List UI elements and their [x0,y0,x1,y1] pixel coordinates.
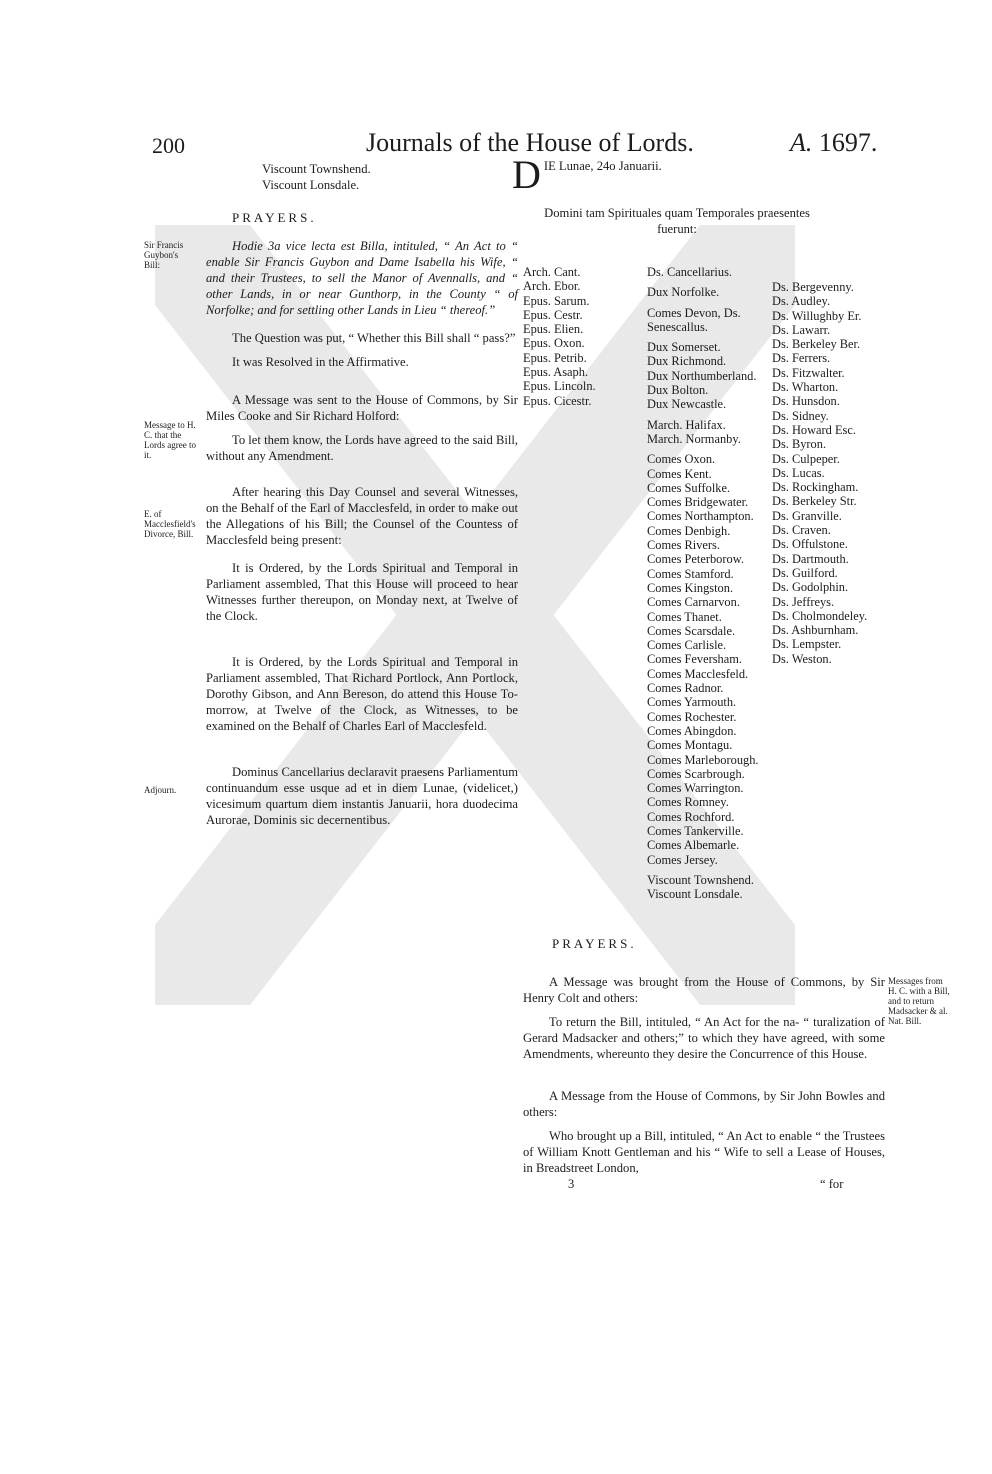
temporal-lord: Comes Oxon. [647,452,716,467]
resolved-text: It was Resolved in the Affirmative. [232,355,409,369]
baron: Ds. Wharton. [772,380,839,395]
baron: Ds. Berkeley Ber. [772,337,861,352]
temporal-lord: Ds. Cancellarius. [647,265,732,279]
baron: Ds. Godolphin. [772,580,849,595]
baron: Ds. Culpeper. [772,451,840,466]
temporal-lord: Comes Feversham. [647,652,742,667]
message-from-text: A Message from the House of Commons, by Sir John Bowles and others: [523,1089,885,1119]
spiritual-lord: Epus. Oxon. [523,336,585,351]
baron: Ds. Lawarr. [772,322,831,337]
spiritual-lord: Epus. Petrib. [523,350,587,365]
temporal-lord: Comes Rochester. [647,709,737,724]
page-number: 200 [152,133,185,158]
temporal-lord: Dux Bolton. [647,383,709,398]
temporal-lord: Dux Richmond. [647,354,727,369]
ordered-text-2: It is Ordered, by the Lords Spiritual and Temporal in Parliament assembled, That Richard Portlock, Ann Portlock, Dorothy Gibson, and Ann Bereson, do attend this House To-morrow, at Twelve of the Clock, as Witnesses, to be examined on the Behalf of Charles Earl of Macclesfeld. [206,655,518,733]
present-line-2: fuerunt: [657,222,697,236]
spiritual-lord: Epus. Sarum. [523,293,590,308]
to-return-text: To return the Bill, intituled, “ An Act for the na- “ turalization of Gerard Madsacker and others;” to which they have agreed, with some Amendments, whereunto they desire the Concurrence of this House. [523,1015,885,1061]
spiritual-lords-list [523,265,633,408]
temporal-lord: Comes Macclesfeld. [647,666,749,681]
baron: Ds. Guilford. [772,565,838,580]
temporal-lord: Comes Kingston. [647,580,734,595]
margin-note-message: Message to H. C. that the Lords agree to it. [144,420,196,460]
baron: Ds. Granville. [772,508,842,523]
baron: Ds. Rockingham. [772,480,859,495]
spiritual-lord: Epus. Elien. [523,322,584,337]
baron: Ds. Ashburnham. [772,623,859,638]
temporal-lord: Comes Northampton. [647,509,754,524]
temporal-lord: March. Halifax. [647,417,726,432]
temporal-lord: Comes Scarbrough. [647,766,745,781]
spiritual-lord: Arch. Ebor. [523,279,581,294]
temporal-lord: Viscount Townshend. [647,872,754,887]
question-text: The Question was put, “ Whether this Bill shall “ pass?” [232,331,516,345]
prayers-heading-left: PRAYERS. [232,210,317,225]
temporal-lord: Comes Rochford. [647,809,735,824]
baron: Ds. Byron. [772,437,827,452]
top-name-1: Viscount Townshend. [262,162,371,176]
message-sent-text: A Message was sent to the House of Commons, by Sir Miles Cooke and Sir Richard Holford: [206,393,518,423]
temporal-lord: Comes Carnarvon. [647,595,740,610]
bill-text: Hodie 3a vice lecta est Billa, intituled, “ An Act to “ enable Sir Francis Guybon and Dame Isabella his Wife, “ and their Trustees, to sell the Manor of Avennalls, and “ other Lands, in or near Gunthorp, in the County “ of Norfolke; and for settling other Lands in Lieu “ thereof.” [206,239,518,317]
spiritual-lord: Arch. Cant. [523,265,581,279]
prayers-heading-right: PRAYERS. [552,936,637,951]
spiritual-lord: Epus. Cestr. [523,307,583,322]
who-brought-text: Who brought up a Bill, intituled, “ An Act to enable “ the Trustees of William Knott Gentleman and his “ Wife to sell a Lease of Houses, in Breadstreet London, [523,1129,885,1175]
temporal-lord: Comes Albemarle. [647,838,740,853]
temporal-lord: Comes Scarsdale. [647,623,736,638]
baron: Ds. Audley. [772,294,831,309]
year-prefix: A. [790,128,813,157]
day-heading [512,152,842,197]
day-dropcap: D [512,152,541,197]
spiritual-lord: Epus. Cicestr. [523,393,592,408]
present-line-1: Domini tam Spirituales quam Temporales praesentes [544,206,810,220]
temporal-lord: Comes Radnor. [647,681,724,696]
margin-note-macclesfield: E. of Macclesfield's Divorce, Bill. [144,509,196,539]
let-them-know-text: To let them know, the Lords have agreed to the said Bill, without any Amendment. [206,433,518,463]
year-value: 1697. [818,128,878,157]
left-column-body [206,238,518,836]
baron: Ds. Hunsdon. [772,394,840,409]
temporal-lord: Dux Newcastle. [647,397,727,412]
baron: Ds. Craven. [772,523,831,538]
temporal-lord: Comes Tankerville. [647,823,744,838]
baron: Ds. Lucas. [772,465,825,480]
after-hearing-text: After hearing this Day Counsel and several Witnesses, on the Behalf of the Earl of Macclesfeld, in order to make out the Allegations of his Bill; the Counsel of the Countess of Macclesfeld being present: [206,485,518,547]
spiritual-lord: Epus. Lincoln. [523,379,596,394]
temporal-lord: Viscount Lonsdale. [647,887,743,902]
temporal-lords-list [647,265,765,901]
temporal-lord: Comes Warrington. [647,781,744,796]
temporal-lord: Comes Yarmouth. [647,695,737,710]
temporal-lord: Comes Thanet. [647,609,722,624]
temporal-lord: Comes Peterborow. [647,552,744,567]
adjourn-text: Dominus Cancellarius declaravit praesens Parliamentum continuandum esse usque ad et in diem Lunae, (videlicet,) vicesimum quartum diem instantis Januarii, hora duodecima Aurorae, Dominis sic decernentibus. [206,765,518,827]
baron: Ds. Ferrers. [772,351,831,366]
present-heading [512,205,842,237]
catchword: “ for [820,1177,844,1191]
temporal-lord: Comes Carlisle. [647,638,727,653]
baron: Ds. Willughby Er. [772,308,862,323]
baron: Ds. Howard Esc. [772,422,856,437]
temporal-lord: Comes Abingdon. [647,723,737,738]
temporal-lord: March. Normanby. [647,431,741,446]
journal-title: Journals of the House of Lords. [366,128,694,157]
temporal-lord: Dux Northumberland. [647,368,757,383]
temporal-lord: Dux Norfolke. [647,285,720,300]
temporal-lord: Comes Rivers. [647,538,720,553]
day-heading-text: IE Lunae, 24o Januarii. [543,159,662,173]
temporal-lord: Comes Stamford. [647,566,734,581]
ordered-text-1: It is Ordered, by the Lords Spiritual and Temporal in Parliament assembled, That this House will proceed to hear Witnesses further thereupon, on Monday next, at Twelve of the Clock. [206,561,518,623]
message-brought-text: A Message was brought from the House of Commons, by Sir Henry Colt and others: [523,975,885,1005]
temporal-lord: Comes Jersey. [647,852,718,867]
margin-note-adjourn: Adjourn. [144,785,177,795]
top-name-2: Viscount Lonsdale. [262,178,360,192]
spiritual-lord: Epus. Asaph. [523,365,589,380]
temporal-lord: Comes Marleborough. [647,752,759,767]
baron: Ds. Lempster. [772,637,842,652]
temporal-lord: Comes Romney. [647,795,729,810]
temporal-lord: Comes Kent. [647,466,712,481]
journal-year [790,128,877,158]
temporal-lord: Comes Bridgewater. [647,495,749,510]
barons-list [772,280,882,666]
margin-note-guybon: Sir Francis Guybon's Bill: [144,240,184,270]
baron: Ds. Berkeley Str. [772,494,857,509]
temporal-lord: Comes Montagu. [647,738,733,753]
right-column-body [523,974,885,1184]
baron: Ds. Weston. [772,651,832,666]
baron: Ds. Fitzwalter. [772,365,845,380]
baron: Ds. Dartmouth. [772,551,849,566]
margin-note-messages: Messages from H. C. with a Bill, and to return Madsacker & al. Nat. Bill. [888,976,950,1026]
left-top-names [262,161,412,193]
baron: Ds. Bergevenny. [772,280,854,294]
temporal-lord: Dux Somerset. [647,340,721,355]
temporal-lord: Comes Devon, Ds. Senescallus. [647,305,741,334]
temporal-lord: Comes Denbigh. [647,523,731,538]
temporal-lord: Comes Suffolke. [647,480,731,495]
baron: Ds. Sidney. [772,408,829,423]
signature-mark: 3 [568,1177,575,1191]
baron: Ds. Offulstone. [772,537,848,552]
baron: Ds. Cholmondeley. [772,608,868,623]
baron: Ds. Jeffreys. [772,594,835,609]
